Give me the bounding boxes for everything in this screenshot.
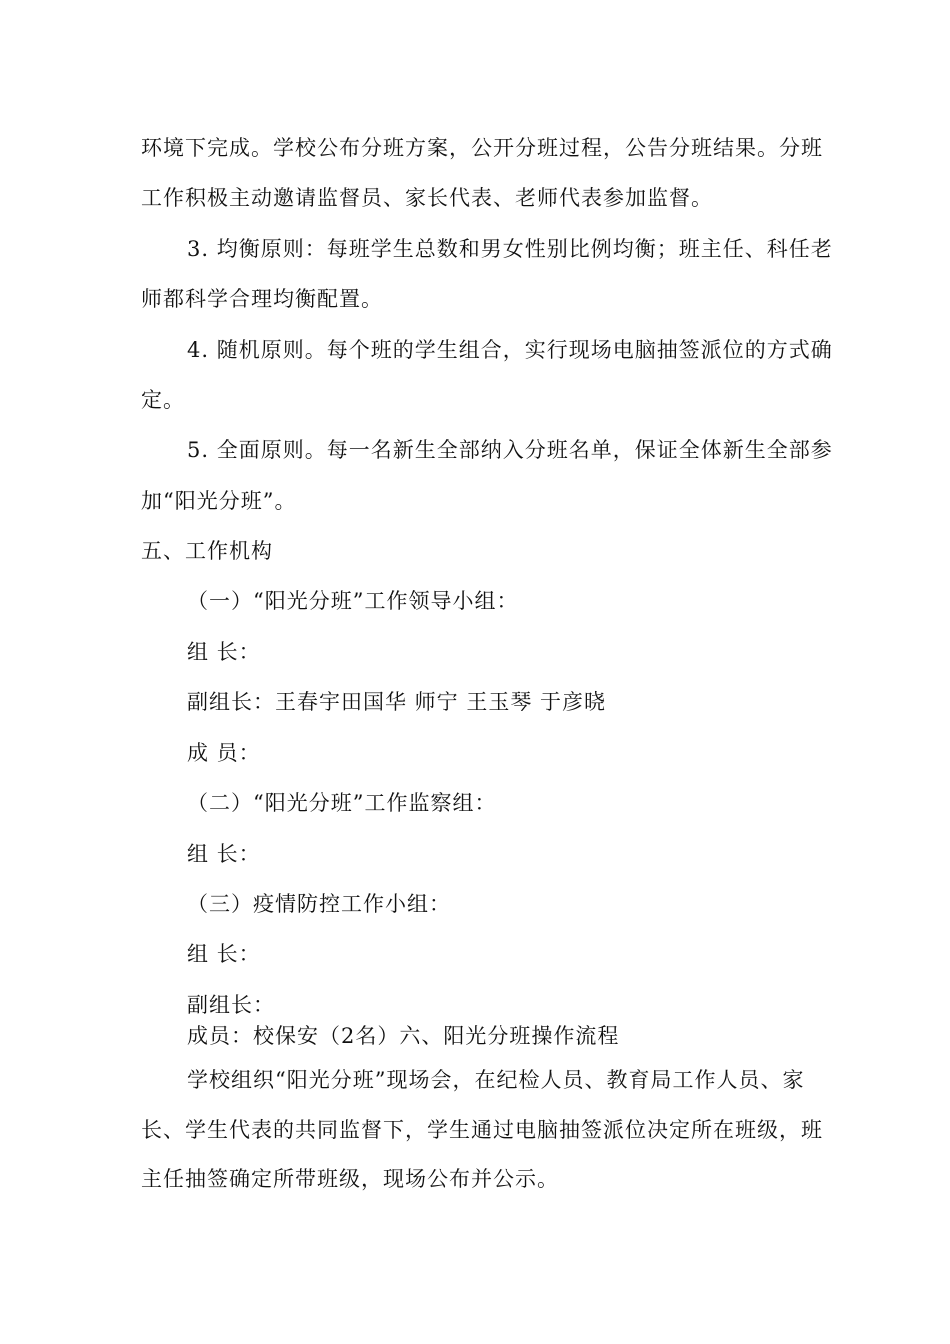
paragraph-line: 环境下完成。学校公布分班方案，公开分班过程，公告分班结果。分班 <box>141 136 823 160</box>
roster-line: 组 长： <box>187 942 261 966</box>
roster-line: 组 长： <box>187 842 261 866</box>
paragraph-line: 5. 全面原则。每一名新生全部纳入分班名单，保证全体新生全部参 <box>187 438 833 462</box>
paragraph-line: 工作积极主动邀请监督员、家长代表、老师代表参加监督。 <box>141 186 713 210</box>
roster-line: 成员：校保安（2名）六、阳光分班操作流程 <box>187 1024 620 1048</box>
roster-line: 副组长： <box>187 993 275 1017</box>
paragraph-line: 主任抽签确定所带班级，现场公布并公示。 <box>141 1167 559 1191</box>
roster-line: 成 员： <box>187 741 261 765</box>
paragraph-line: 加“阳光分班”。 <box>141 489 297 513</box>
subsection-heading: （二）“阳光分班”工作监察组： <box>187 791 497 815</box>
paragraph-line: 学校组织“阳光分班”现场会，在纪检人员、教育局工作人员、家 <box>187 1068 805 1092</box>
roster-line: 组 长： <box>187 640 261 664</box>
paragraph-line: 师都科学合理均衡配置。 <box>141 287 383 311</box>
subsection-heading: （三）疫情防控工作小组： <box>187 892 451 916</box>
paragraph-line: 4. 随机原则。每个班的学生组合，实行现场电脑抽签派位的方式确 <box>187 338 833 362</box>
paragraph-line: 定。 <box>141 388 185 412</box>
paragraph-line: 长、学生代表的共同监督下，学生通过电脑抽签派位决定所在班级，班 <box>141 1118 823 1142</box>
section-heading: 五、工作机构 <box>141 539 273 563</box>
subsection-heading: （一）“阳光分班”工作领导小组： <box>187 589 519 613</box>
roster-line: 副组长：王春宇田国华 师宁 王玉琴 于彦晓 <box>187 690 607 714</box>
paragraph-line: 3. 均衡原则：每班学生总数和男女性别比例均衡；班主任、科任老 <box>187 237 833 261</box>
